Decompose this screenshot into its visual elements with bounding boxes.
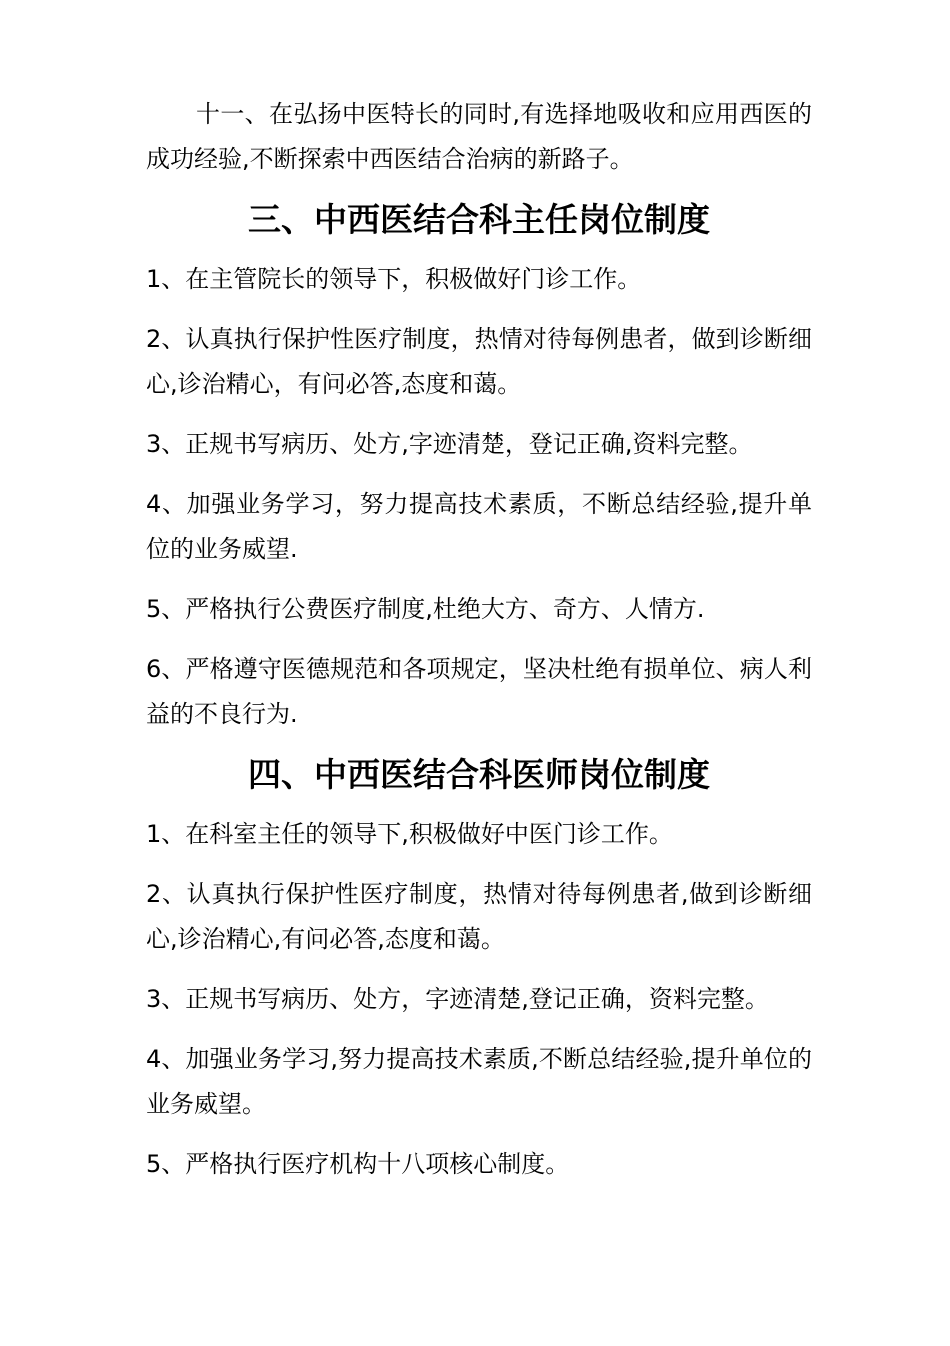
section-physician-duties [146,752,812,1187]
list-item: 6、严格遵守医德规范和各项规定，坚决杜绝有损单位、病人利益的不良行为. [146,655,812,728]
list-item: 4、加强业务学习，努力提高技术素质，不断总结经验,提升单位的业务威望. [146,490,812,563]
section-title: 四、中西医结合科医师岗位制度 [248,755,710,794]
document-page [146,92,812,1202]
list-item: 2、认真执行保护性医疗制度，热情对待每例患者，做到诊断细心,诊治精心，有问必答,态度和蔼。 [146,325,812,398]
list-item: 5、严格执行医疗机构十八项核心制度。 [146,1150,570,1178]
intro-paragraph: 十一、在弘扬中医特长的同时,有选择地吸收和应用西医的成功经验,不断探索中西医结合治病的新路子。 [146,100,812,173]
list-item: 4、加强业务学习,努力提高技术素质,不断总结经验,提升单位的业务威望。 [146,1045,812,1118]
section-director-duties [146,197,812,737]
list-item: 3、正规书写病历、处方,字迹清楚，登记正确,资料完整。 [146,430,753,458]
list-item: 3、正规书写病历、处方，字迹清楚,登记正确，资料完整。 [146,985,769,1013]
list-item: 2、认真执行保护性医疗制度，热情对待每例患者,做到诊断细心,诊治精心,有问必答,态度和蔼。 [146,880,812,953]
list-item: 1、在主管院长的领导下，积极做好门诊工作。 [146,265,642,293]
section-title: 三、中西医结合科主任岗位制度 [248,200,710,239]
list-item: 1、在科室主任的领导下,积极做好中医门诊工作。 [146,820,673,848]
list-item: 5、严格执行公费医疗制度,杜绝大方、奇方、人情方. [146,595,705,623]
